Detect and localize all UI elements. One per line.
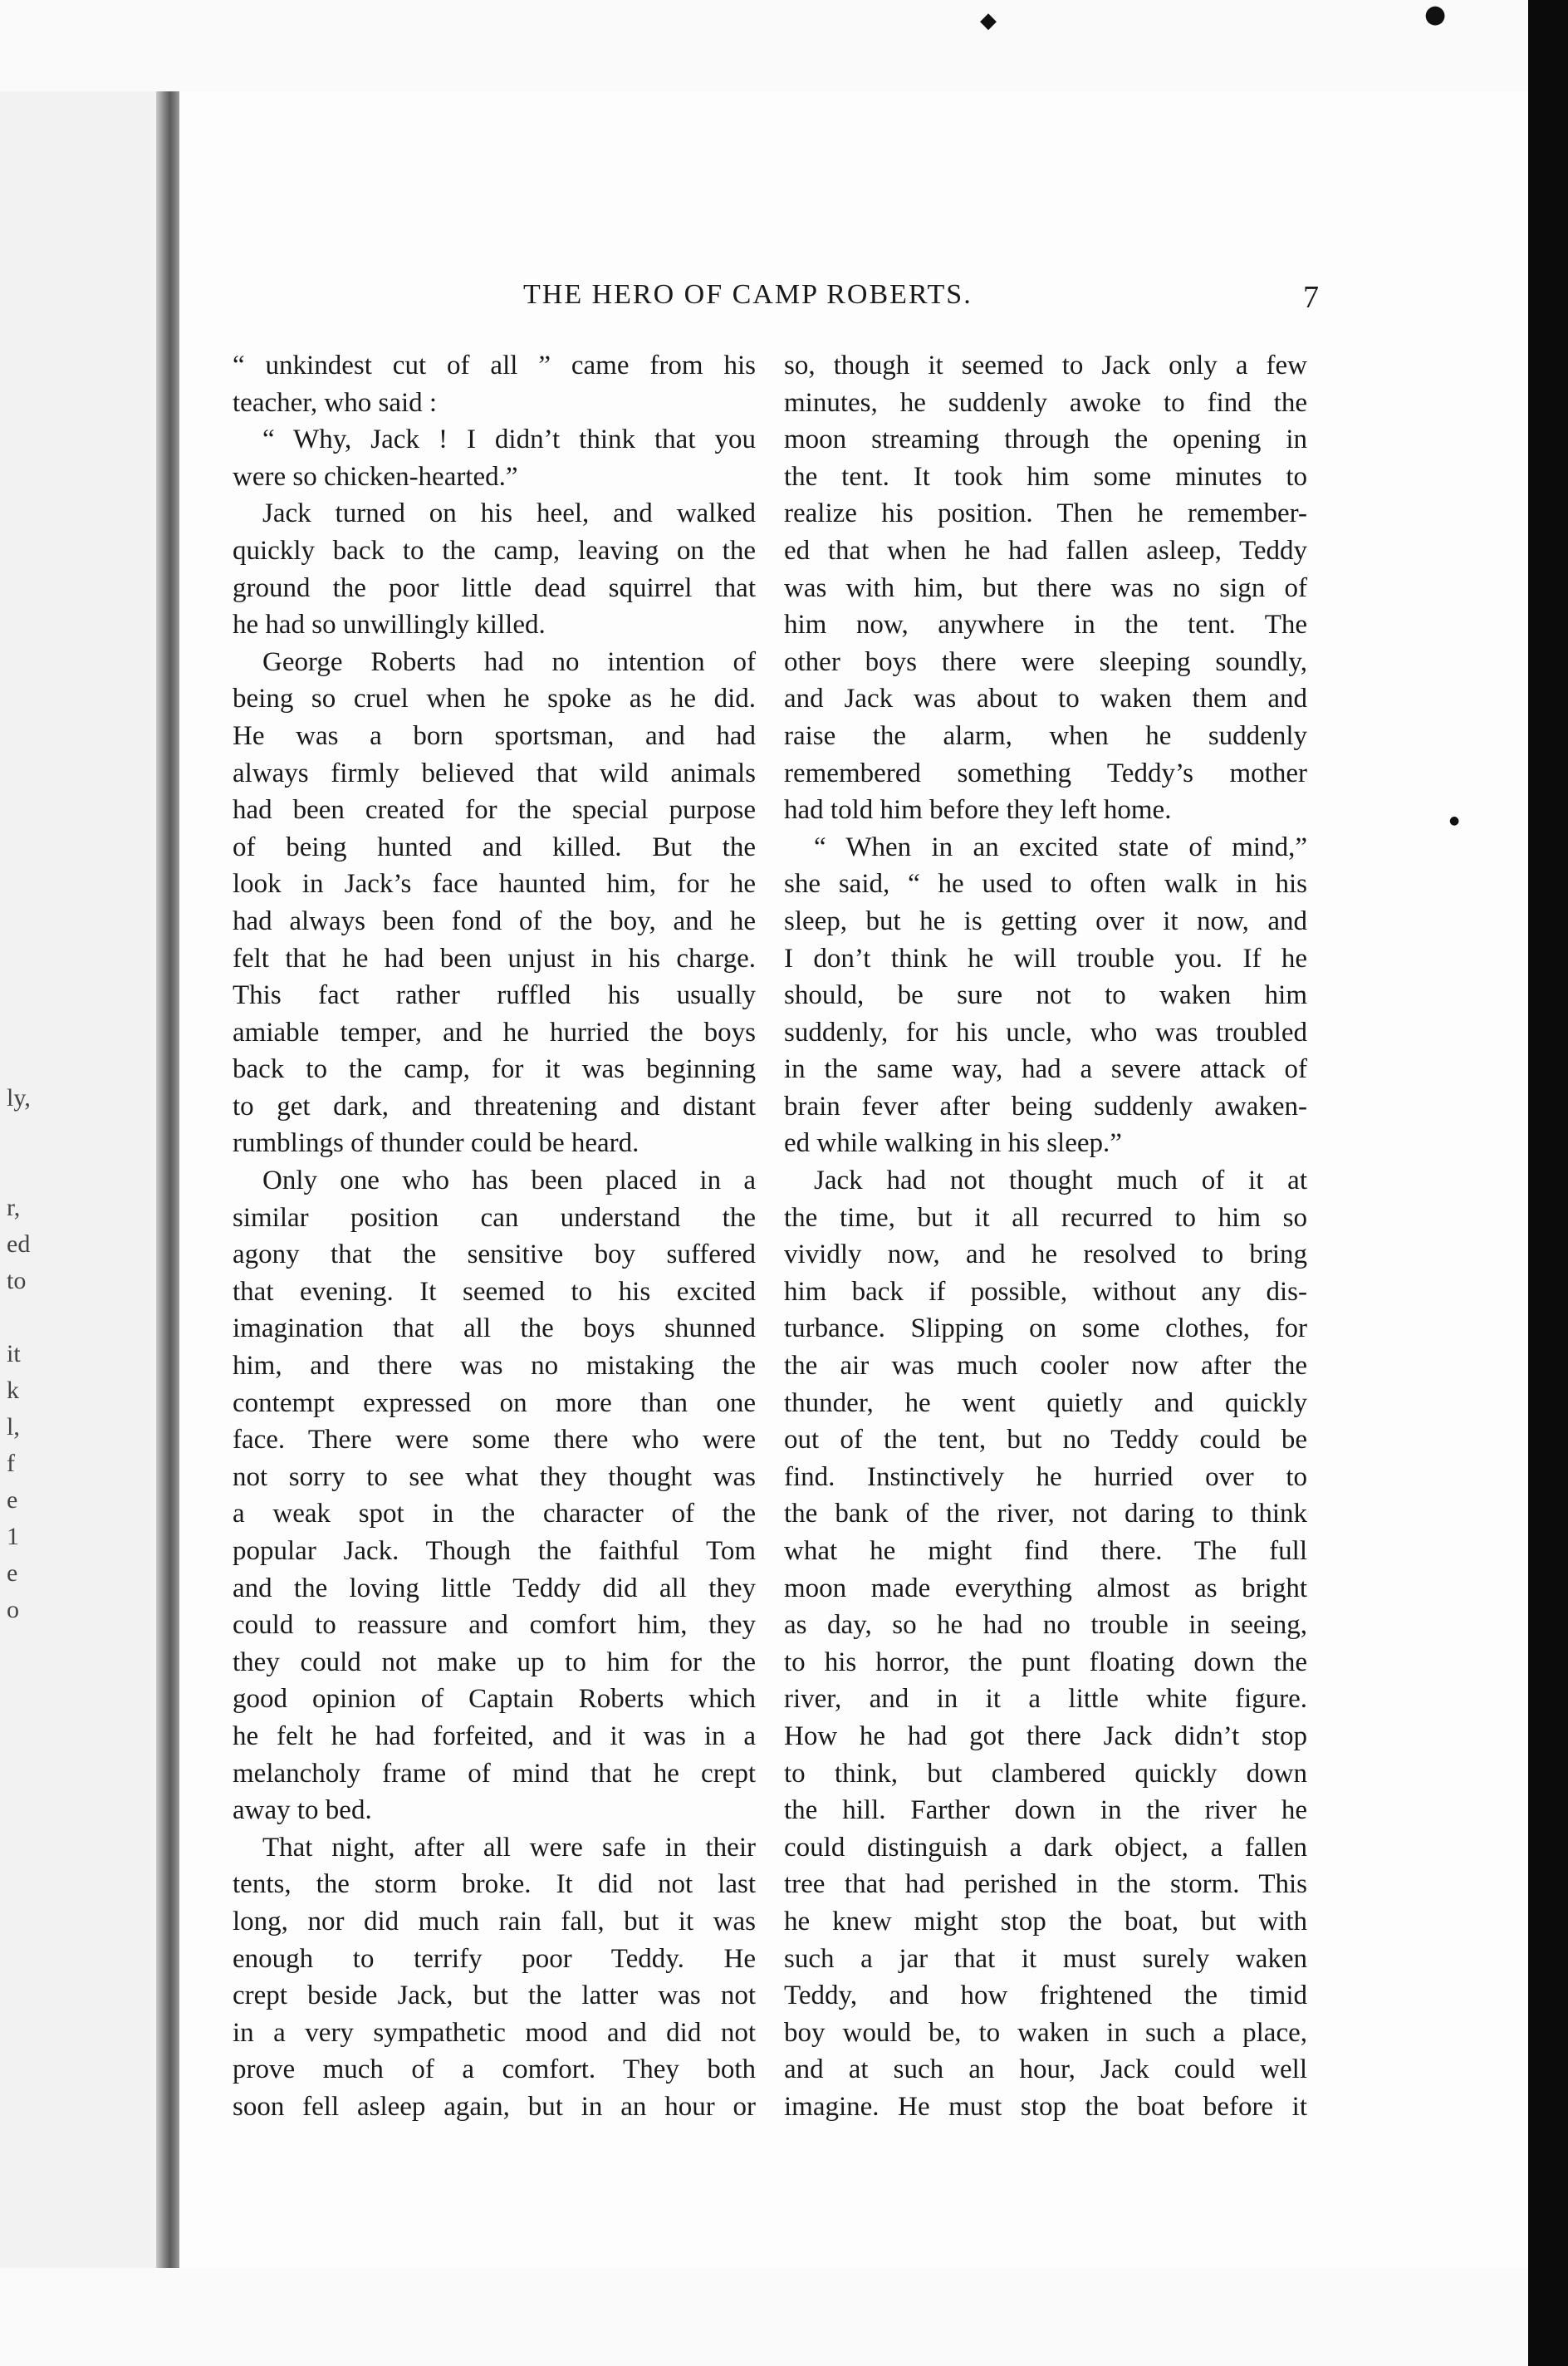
scan-speck: ◆ — [980, 8, 997, 33]
text-line: realize his position. Then he remember- — [784, 498, 1307, 529]
text-line: thunder, he went quietly and quickly — [784, 1387, 1307, 1418]
text-line: vividly now, and he resolved to bring — [784, 1239, 1307, 1270]
text-line: river, and in it a little white figure. — [784, 1684, 1307, 1715]
text-line: and Jack was about to waken them and — [784, 684, 1307, 714]
left-text-column — [233, 347, 756, 2126]
text-line: was with him, but there was no sign of — [784, 572, 1307, 603]
margin-fragment: ed — [7, 1230, 31, 1258]
text-line: of being hunted and killed. But the — [233, 832, 756, 862]
text-line: and the loving little Teddy did all they — [233, 1573, 756, 1603]
margin-fragment: o — [7, 1596, 19, 1623]
text-line: teacher, who said : — [233, 387, 438, 418]
text-line: had told him before they left home. — [784, 795, 1172, 826]
text-line: such a jar that it must surely waken — [784, 1943, 1307, 1974]
scan-speck: ● — [1424, 0, 1447, 29]
text-line: being so cruel when he spoke as he did. — [233, 684, 756, 714]
text-line: turbance. Slipping on some clothes, for — [784, 1313, 1307, 1344]
text-line: other boys there were sleeping soundly, — [784, 646, 1307, 677]
text-line: he knew might stop the boat, but with — [784, 1906, 1307, 1936]
text-line: remembered something Teddy’s mother — [784, 758, 1307, 788]
text-line: I don’t think he will trouble you. If he — [784, 943, 1307, 974]
text-line: to get dark, and threatening and distant — [233, 1091, 756, 1122]
text-line: he had so unwillingly killed. — [233, 610, 546, 641]
text-line: “ unkindest cut of all ” came from his — [233, 351, 756, 380]
text-line: find. Instinctively he hurried over to — [784, 1461, 1307, 1492]
text-line: always firmly believed that wild animals — [233, 758, 756, 788]
text-line: boy would be, to waken in such a place, — [784, 2017, 1307, 2048]
text-line: amiable temper, and he hurried the boys — [233, 1017, 756, 1048]
text-line: similar position can understand the — [233, 1202, 756, 1233]
text-line: felt that he had been unjust in his charge. — [233, 943, 756, 974]
text-line: rumblings of thunder could be heard. — [233, 1128, 639, 1159]
text-line: imagine. He must stop the boat before it — [784, 2091, 1307, 2122]
margin-fragment: r, — [7, 1194, 21, 1221]
text-line: imagination that all the boys shunned — [233, 1313, 756, 1344]
text-line: ed while walking in his sleep.” — [784, 1128, 1122, 1159]
text-line: face. There were some there who were — [233, 1425, 756, 1455]
text-line: prove much of a comfort. They both — [233, 2054, 756, 2085]
text-line: were so chicken-hearted.” — [233, 461, 518, 492]
text-line: moon streaming through the opening in — [784, 425, 1307, 455]
text-line: “ When in an excited state of mind,” — [814, 832, 1307, 862]
text-line: moon made everything almost as bright — [784, 1573, 1307, 1603]
text-line: ground the poor little dead squirrel that — [233, 572, 756, 603]
text-line: soon fell asleep again, but in an hour or — [233, 2091, 756, 2122]
text-line: minutes, he suddenly awoke to find the — [784, 387, 1307, 418]
running-header — [523, 279, 1337, 316]
text-line: brain fever after being suddenly awaken- — [784, 1091, 1307, 1122]
text-line: Jack had not thought much of it at — [814, 1166, 1307, 1196]
scan-speck: ● — [1449, 814, 1460, 827]
margin-fragment: 1 — [7, 1523, 19, 1550]
book-spine — [156, 91, 179, 2268]
text-line: quickly back to the camp, leaving on the — [233, 535, 756, 566]
text-line: he felt he had forfeited, and it was in a — [233, 1721, 756, 1751]
text-line: the bank of the river, not daring to think — [784, 1499, 1307, 1529]
text-line: the tent. It took him some minutes to — [784, 461, 1307, 492]
text-line: contempt expressed on more than one — [233, 1387, 756, 1418]
text-line: she said, “ he used to often walk in his — [784, 869, 1307, 900]
text-line: what he might find there. The full — [784, 1536, 1307, 1566]
text-line: long, nor did much rain fall, but it was — [233, 1906, 756, 1936]
text-line: raise the alarm, when he suddenly — [784, 720, 1307, 751]
running-title: THE HERO OF CAMP ROBERTS. — [523, 279, 973, 310]
text-line: in a very sympathetic mood and did not — [233, 2017, 756, 2048]
text-line: This fact rather ruffled his usually — [233, 980, 756, 1011]
text-line: tree that had perished in the storm. This — [784, 1869, 1307, 1900]
text-line: melancholy frame of mind that he crept — [233, 1758, 756, 1789]
text-line: sleep, but he is getting over it now, and — [784, 906, 1307, 936]
text-line: not sorry to see what they thought was — [233, 1461, 756, 1492]
previous-page-margin-text — [0, 1080, 50, 1628]
text-line: to his horror, the punt floating down the — [784, 1647, 1307, 1677]
margin-fragment: to — [7, 1267, 27, 1294]
text-line: as day, so he had no trouble in seeing, — [784, 1610, 1307, 1641]
text-line: the time, but it all recurred to him so — [784, 1202, 1307, 1233]
text-line: How he had got there Jack didn’t stop — [784, 1721, 1307, 1751]
text-line: back to the camp, for it was beginning — [233, 1054, 756, 1085]
text-line: good opinion of Captain Roberts which — [233, 1684, 756, 1715]
scan-dark-border — [1528, 0, 1568, 2366]
margin-fragment — [0, 1299, 50, 1336]
margin-fragment: e — [7, 1486, 18, 1514]
text-line: He was a born sportsman, and had — [233, 720, 756, 751]
text-line: him, and there was no mistaking the — [233, 1351, 756, 1382]
text-line: that evening. It seemed to his excited — [233, 1276, 756, 1307]
text-line: enough to terrify poor Teddy. He — [233, 1943, 756, 1974]
text-line: ed that when he had fallen asleep, Teddy — [784, 535, 1307, 566]
text-line: should, be sure not to waken him — [784, 980, 1307, 1011]
margin-fragment: l, — [7, 1413, 20, 1441]
margin-fragment: it — [7, 1340, 21, 1367]
text-line: agony that the sensitive boy suffered — [233, 1239, 756, 1270]
margin-fragment: f — [7, 1450, 15, 1477]
text-line: could distinguish a dark object, a fallen — [784, 1832, 1307, 1863]
text-line: had been created for the special purpose — [233, 795, 756, 826]
margin-fragment: k — [7, 1377, 19, 1404]
text-line: could to reassure and comfort him, they — [233, 1610, 756, 1641]
text-line: suddenly, for his uncle, who was troubled — [784, 1017, 1307, 1048]
text-line: to think, but clambered quickly down — [784, 1758, 1307, 1789]
right-text-column — [784, 347, 1307, 2126]
text-line: a weak spot in the character of the — [233, 1499, 756, 1529]
page-number: 7 — [1303, 280, 1321, 315]
text-line: had always been fond of the boy, and he — [233, 906, 756, 936]
text-line: popular Jack. Though the faithful Tom — [233, 1536, 756, 1566]
text-line: the air was much cooler now after the — [784, 1351, 1307, 1382]
text-line: crept beside Jack, but the latter was not — [233, 1981, 756, 2011]
text-line: Only one who has been placed in a — [262, 1166, 756, 1196]
text-line: they could not make up to him for the — [233, 1647, 756, 1677]
text-line: him back if possible, without any dis- — [784, 1276, 1307, 1307]
margin-fragment — [0, 1153, 50, 1190]
text-line: and at such an hour, Jack could well — [784, 2054, 1307, 2085]
text-line: look in Jack’s face haunted him, for he — [233, 869, 756, 900]
text-line: away to bed. — [233, 1795, 372, 1826]
text-line: in the same way, had a severe attack of — [784, 1054, 1307, 1085]
text-line: Jack turned on his heel, and walked — [262, 498, 756, 529]
text-line: That night, after all were safe in their — [262, 1832, 756, 1863]
margin-fragment: e — [7, 1559, 18, 1587]
text-line: out of the tent, but no Teddy could be — [784, 1425, 1307, 1455]
text-line: George Roberts had no intention of — [262, 646, 756, 677]
text-line: “ Why, Jack ! I didn’t think that you — [262, 425, 756, 455]
text-line: so, though it seemed to Jack only a few — [784, 351, 1307, 380]
margin-fragment — [0, 1117, 50, 1153]
text-line: Teddy, and how frightened the timid — [784, 1981, 1307, 2011]
text-line: the hill. Farther down in the river he — [784, 1795, 1307, 1826]
text-line: him now, anywhere in the tent. The — [784, 610, 1307, 641]
margin-fragment: ly, — [7, 1084, 31, 1112]
text-line: tents, the storm broke. It did not last — [233, 1869, 756, 1900]
